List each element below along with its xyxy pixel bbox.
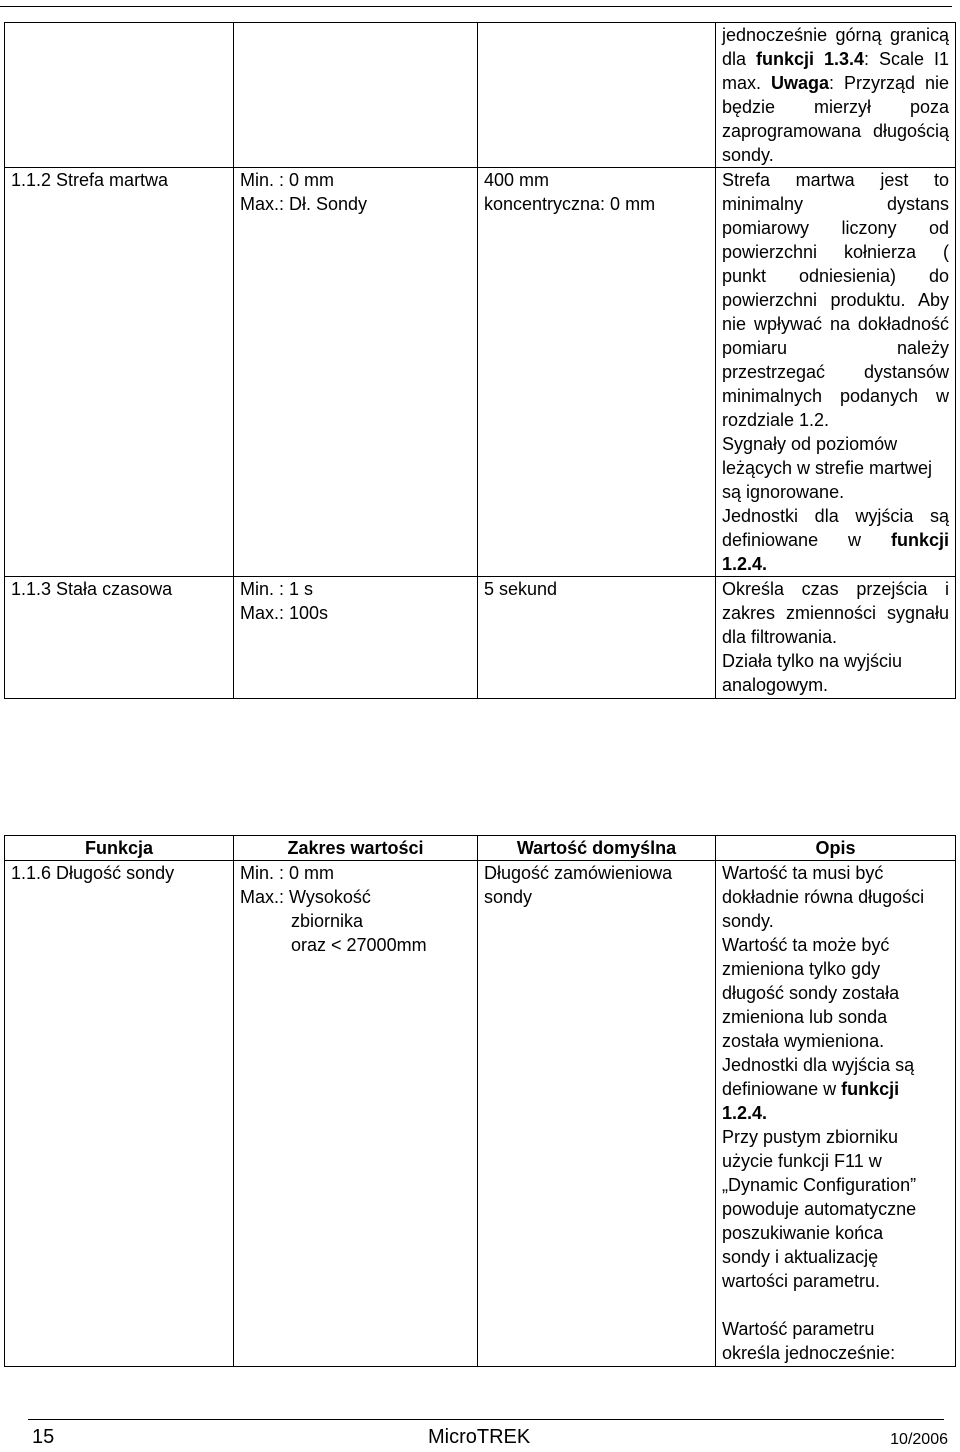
table-row <box>5 168 956 577</box>
default-value: 5 sekund <box>484 579 558 599</box>
description-segment: : Scale I1 max. <box>722 49 949 93</box>
description-cell <box>716 23 956 168</box>
spacer <box>722 1293 935 1317</box>
description-5: Wartość parametru określa jednocześnie: <box>722 1319 896 1363</box>
range-min: Min. : 0 mm <box>240 863 335 883</box>
description-signals: Sygnały od poziomów leżących w strefie martwej są ignorowane. <box>722 434 933 502</box>
range-max: Max.: Wysokość <box>240 887 371 907</box>
description-cell <box>716 577 956 699</box>
range-max: Max.: 100s <box>240 603 329 623</box>
function-reference: funkcji 1.2.4. <box>722 530 949 574</box>
function-table <box>4 835 956 1367</box>
function-name: 1.1.2 Strefa martwa <box>11 170 169 190</box>
function-cell <box>5 577 234 699</box>
column-header-range: Zakres wartości <box>234 836 478 861</box>
page-number: 15 <box>32 1426 55 1448</box>
description-bold-segment: Uwaga <box>770 73 830 93</box>
default-cell <box>478 23 716 168</box>
description-main: Określa czas przejścia i zakres zmienności sygnału dla filtrowania. <box>722 579 949 647</box>
document-date: 10/2006 <box>890 1431 948 1448</box>
description-cell <box>716 168 956 577</box>
table-row <box>5 861 956 1367</box>
range-cell <box>234 23 478 168</box>
column-header-default: Wartość domyślna <box>478 836 716 861</box>
range-min: Min. : 1 s <box>240 579 314 599</box>
range-min: Min. : 0 mm <box>240 170 335 190</box>
default-cell <box>478 577 716 699</box>
default-cell <box>478 861 716 1367</box>
description-1: Wartość ta musi być dokładnie równa długości sondy. <box>722 863 925 931</box>
table-row <box>5 577 956 699</box>
column-header-description: Opis <box>716 836 956 861</box>
table-row <box>5 23 956 168</box>
default-value-coaxial: koncentryczna: 0 mm <box>484 194 656 214</box>
description-segment: : Przyrząd nie będzie mierzył poza zaprogramowana długością sondy. <box>722 73 949 165</box>
description-text <box>722 25 949 165</box>
function-cell <box>5 168 234 577</box>
function-reference: funkcji 1.2.4. <box>722 1079 900 1123</box>
function-name: 1.1.3 Stała czasowa <box>11 579 173 599</box>
column-header-function: Funkcja <box>5 836 234 861</box>
brand-name: MicroTREK <box>428 1426 531 1448</box>
default-cell <box>478 168 716 577</box>
description-cell <box>716 861 956 1367</box>
description-extra: Działa tylko na wyjściu analogowym. <box>722 651 903 695</box>
description-main: Strefa martwa jest to minimalny dystans pomiarowy liczony od powierzchni kołnierza ( punkt odniesienia) do powierzchni produktu. Aby nie wpływać na dokładność pomiaru należy przestrzegać dystansów minimalnych podanych w rozdziale 1.2. <box>722 170 949 430</box>
range-cell <box>234 168 478 577</box>
range-line-3: zbiornika <box>291 911 364 931</box>
range-cell <box>234 577 478 699</box>
description-units: Jednostki dla wyjścia są definiowane w funkcji 1.2.4. <box>722 506 949 574</box>
function-cell <box>5 23 234 168</box>
function-name: 1.1.6 Długość sondy <box>11 863 175 883</box>
function-cell <box>5 861 234 1367</box>
footer-rule <box>28 1419 944 1420</box>
table-header-row <box>5 836 956 861</box>
description-4: Przy pustym zbiorniku użycie funkcji F11 w „Dynamic Configuration” powoduje automatyczne poszukiwanie końca sondy i aktualizację wartości parametru. <box>722 1127 917 1291</box>
description-2: Wartość ta może być zmieniona tylko gdy długość sondy została zmieniona lub sonda została wymieniona. <box>722 935 900 1051</box>
default-value: Długość zamówieniowa sondy <box>484 863 673 907</box>
default-value: 400 mm <box>484 170 550 190</box>
description-segment: jednocześnie górną granicą dla <box>722 25 949 69</box>
description-3: Jednostki dla wyjścia są definiowane w funkcji 1.2.4. <box>722 1055 915 1123</box>
description-bold-segment: funkcji 1.3.4 <box>756 49 865 69</box>
top-rule <box>0 6 952 7</box>
range-line-4: oraz < 27000mm <box>291 935 427 955</box>
parameters-table-continued <box>4 22 956 699</box>
range-max: Max.: Dł. Sondy <box>240 194 368 214</box>
range-cell <box>234 861 478 1367</box>
